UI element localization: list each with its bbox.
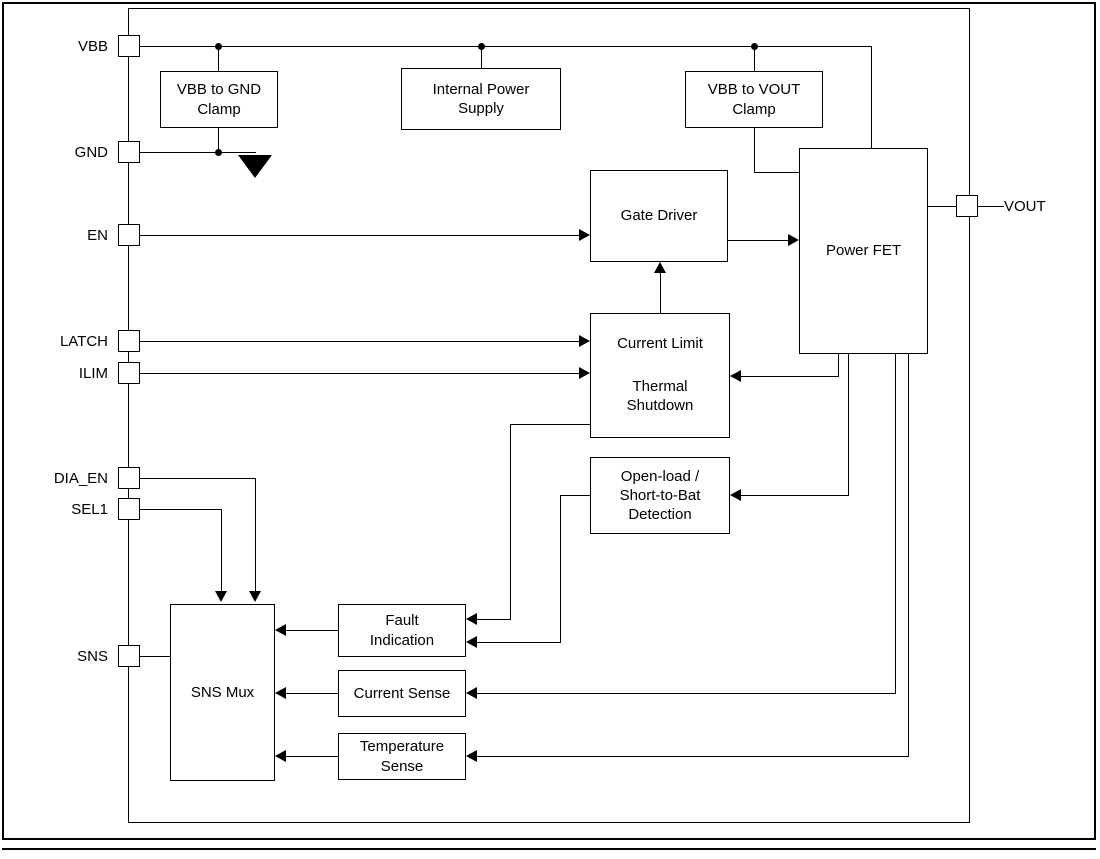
block-fault-indication[interactable] [338,604,466,657]
block-current-limit-thermal-shutdown[interactable] [590,313,730,438]
wire-current-sense-to-sns-mux [286,693,339,694]
block-label-line1: VBB to VOUT [707,81,801,99]
arrow-fet-to-current-sense [466,687,477,699]
wire-gnd-rail [140,152,256,153]
block-label-line3: Shutdown [626,397,694,415]
block-label-line1: VBB to GND [176,81,262,99]
block-label: Current Sense [353,684,451,702]
wire-fet-to-temp-sense-h [477,756,909,757]
wire-fet-to-current-sense-v [895,354,896,693]
arrow-latch-to-current-limit [579,335,590,347]
wire-fet-to-temp-sense-v [908,354,909,756]
arrow-current-limit-to-fault [466,613,477,625]
block-gate-driver[interactable] [590,170,728,262]
arrow-en-to-gate-driver [579,229,590,241]
pad-en[interactable] [118,224,140,246]
wire-ilim-to-current-limit [140,373,580,374]
block-label: Power FET [825,242,901,260]
wire-en-to-gate-driver [140,235,580,236]
block-label-line2: Clamp [197,100,241,118]
wire-open-load-to-fault-top [560,495,591,496]
block-label-line2: Clamp [732,100,776,118]
ground-symbol [238,155,272,178]
block-label-line1: Open-load / [620,467,700,485]
pin-label-ilim: ILIM [78,365,108,382]
arrow-fault-to-sns-mux [275,624,286,636]
wire-fet-to-current-limit-v [838,354,839,376]
pin-label-sel1: SEL1 [71,501,108,518]
block-label-line2: Thermal [632,378,688,396]
block-label: Gate Driver [620,207,698,225]
block-label-line2: Short-to-Bat [619,486,701,504]
wire-vout-clamp-down [754,128,755,172]
arrow-current-sense-to-sns-mux [275,687,286,699]
bottom-rule [2,848,1096,850]
pad-vbb[interactable] [118,35,140,57]
pin-label-en: EN [87,227,108,244]
block-temperature-sense[interactable] [338,733,466,780]
junction-vbb-supply [478,43,485,50]
wire-dia-en-h [140,478,256,479]
wire-current-limit-to-fault-top [510,424,591,425]
arrow-gate-driver-to-fet [788,234,799,246]
arrow-sel1-to-sns-mux [215,591,227,602]
wire-current-limit-to-fault-h [477,619,511,620]
wire-open-load-to-fault-h [477,642,561,643]
block-power-fet[interactable] [799,148,928,354]
pad-sel1[interactable] [118,498,140,520]
pad-vout[interactable] [956,195,978,217]
arrow-open-load-to-fault [466,636,477,648]
pin-label-latch: LATCH [59,333,108,350]
wire-sel1-v [221,509,222,591]
pad-dia-en[interactable] [118,467,140,489]
wire-fet-to-open-load-v [848,354,849,495]
wire-temp-sense-to-sns-mux [286,756,339,757]
block-label-line1: Current Limit [617,335,703,352]
block-sns-mux[interactable] [170,604,275,781]
pad-latch[interactable] [118,330,140,352]
block-label-line2: Indication [369,631,435,649]
block-internal-power-supply[interactable] [401,68,561,130]
wire-vout-pad-to-label [978,206,1004,207]
wire-gate-driver-to-fet [728,240,790,241]
block-label-line1: Temperature [359,738,445,756]
pin-label-vbb: VBB [77,38,108,55]
block-label-line1: Internal Power [432,80,530,98]
junction-vbb-clamp [215,43,222,50]
pin-label-gnd: GND [74,144,108,161]
wire-fet-to-open-load-h [741,495,849,496]
wire-vout-clamp-to-fet [754,172,800,173]
pad-sns[interactable] [118,645,140,667]
arrow-temp-sense-to-sns-mux [275,750,286,762]
wire-sel1-h [140,509,222,510]
wire-current-limit-to-fault-v [510,424,511,619]
wire-vbb-rail [140,46,872,47]
pad-ilim[interactable] [118,362,140,384]
wire-vbb-to-power-fet [871,46,872,148]
junction-gnd-clamp [215,149,222,156]
arrow-dia-en-to-sns-mux [249,591,261,602]
block-label-line1: Fault [385,612,419,630]
block-current-sense[interactable] [338,670,466,717]
block-open-load-short-to-bat-detection[interactable] [590,457,730,534]
pin-label-vout: VOUT [1004,198,1046,215]
wire-dia-en-v [255,478,256,591]
wire-fet-to-current-limit-h [741,376,839,377]
arrow-fet-to-current-limit [730,370,741,382]
wire-current-limit-to-gate-driver [660,272,661,313]
junction-vbb-vout-clamp [751,43,758,50]
wire-open-load-to-fault-v [560,495,561,642]
pad-gnd[interactable] [118,141,140,163]
arrow-current-limit-to-gate-driver [654,262,666,273]
block-label-line2: Supply [458,100,504,117]
block-label-line2: Sense [380,757,424,775]
wire-fault-to-sns-mux [286,630,339,631]
arrow-fet-to-open-load [730,489,741,501]
block-vbb-to-vout-clamp[interactable] [685,71,823,128]
block-label: SNS Mux [190,683,255,701]
pin-label-sns: SNS [77,648,108,665]
block-vbb-to-gnd-clamp[interactable] [160,71,278,128]
arrow-fet-to-temp-sense [466,750,477,762]
wire-latch-to-current-limit [140,341,580,342]
block-label-line3: Detection [628,506,692,524]
wire-fet-to-vout [928,206,957,207]
arrow-ilim-to-current-limit [579,367,590,379]
pin-label-dia-en: DIA_EN [53,470,108,487]
wire-sns-to-mux [140,656,171,657]
wire-fet-to-current-sense-h [477,693,896,694]
